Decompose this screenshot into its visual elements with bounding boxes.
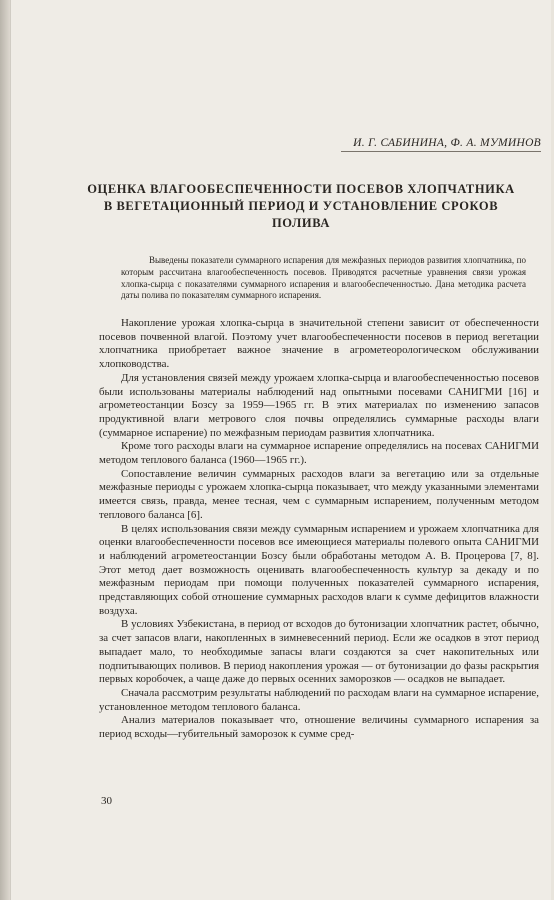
paragraph: Сопоставление величин суммарных расходов влаги за вегетацию или за отдельные межфазные периоды с урожаем хлопка-сырца показывает, что между указанными элементами имеется связь, правда, менее тесная, чем с суммарным испарением, полученным методом теплового баланса [6]. (99, 467, 539, 521)
page-gutter (0, 0, 10, 900)
document-page (10, 0, 551, 900)
article-body (99, 317, 539, 742)
authors-line: И. Г. САБИНИНА, Ф. А. МУМИНОВ (341, 137, 541, 152)
paragraph: В целях использования связи между суммарным испарением и урожаем хлопчатника для оценки влагообеспеченности посевов все имеющиеся материалы полевого опыта САНИГМИ и наблюдений агрометеостанции Бозсу были обработаны методом А. В. Процерова [7, 8]. Этот метод дает возможность оценивать влагообеспеченность культур за декаду и по межфазным периодам при помощи полученных показателей суммарного испарения, представляющих собой отношение суммарных расходов влаги к сумме дефицитов влажности воздуха. (99, 522, 539, 617)
title-line: ПОЛИВА (271, 216, 331, 230)
article-title (71, 181, 531, 232)
abstract-text: Выведены показатели суммарного испарения для межфазных периодов развития хлопчатника, по которым рассчитана влагообеспеченность посевов. Приводятся расчетные уравнения связи урожая хлопка-сырца с показателями суммарного испарения и влагообеспеченностью. Дана методика расчета даты полива по показателям суммарного испарения. (121, 255, 526, 301)
paragraph: Накопление урожая хлопка-сырца в значительной степени зависит от обеспеченности посевов почвенной влагой. Поэтому учет влагообеспеченности посевов в период вегетации хлопчатника приобретает важное значение в агрометеорологическом обслуживании хлопководства. (99, 317, 539, 371)
paragraph: Для установления связей между урожаем хлопка-сырца и влагообеспеченностью посевов были использованы материалы наблюдений над опытными посевами САНИГМИ [16] и агрометеостанции Бозсу за 1959—1965 гг. В этих материалах по изменению запасов продуктивной влаги метрового слоя почвы определялись суммарные расходы влаги (суммарное испарение) по межфазным периодам развития хлопчатника. (99, 371, 539, 439)
paragraph: Кроме того расходы влаги на суммарное испарение определялись на посевах САНИГМИ методом теплового баланса (1960—1965 гг.). (99, 440, 539, 467)
paragraph: Анализ материалов показывает что, отношение величины суммарного испарения за период всходы—губительный заморозок к сумме сред- (99, 714, 539, 741)
title-line: В ВЕГЕТАЦИОННЫЙ ПЕРИОД И УСТАНОВЛЕНИЕ СРОКОВ (103, 199, 499, 213)
page-number: 30 (101, 795, 112, 807)
paragraph: Сначала рассмотрим результаты наблюдений по расходам влаги на суммарное испарение, установленное методом теплового баланса. (99, 686, 539, 713)
title-line: ОЦЕНКА ВЛАГООБЕСПЕЧЕННОСТИ ПОСЕВОВ ХЛОПЧАТНИКА (87, 182, 515, 196)
abstract (121, 255, 526, 302)
paragraph: В условиях Узбекистана, в период от всходов до бутонизации хлопчатник растет, обычно, за счет запасов влаги, накопленных в зимневесенний период. Если же осадков в этот период выпадает мало, то необходимые запасы влаги создаются за счет накопительных или подпитывающих поливов. В период накопления урожая — от бутонизации до фазы раскрытия первых коробочек, а чаще даже до первых осенних заморозков — осадков не выпадает. (99, 618, 539, 686)
